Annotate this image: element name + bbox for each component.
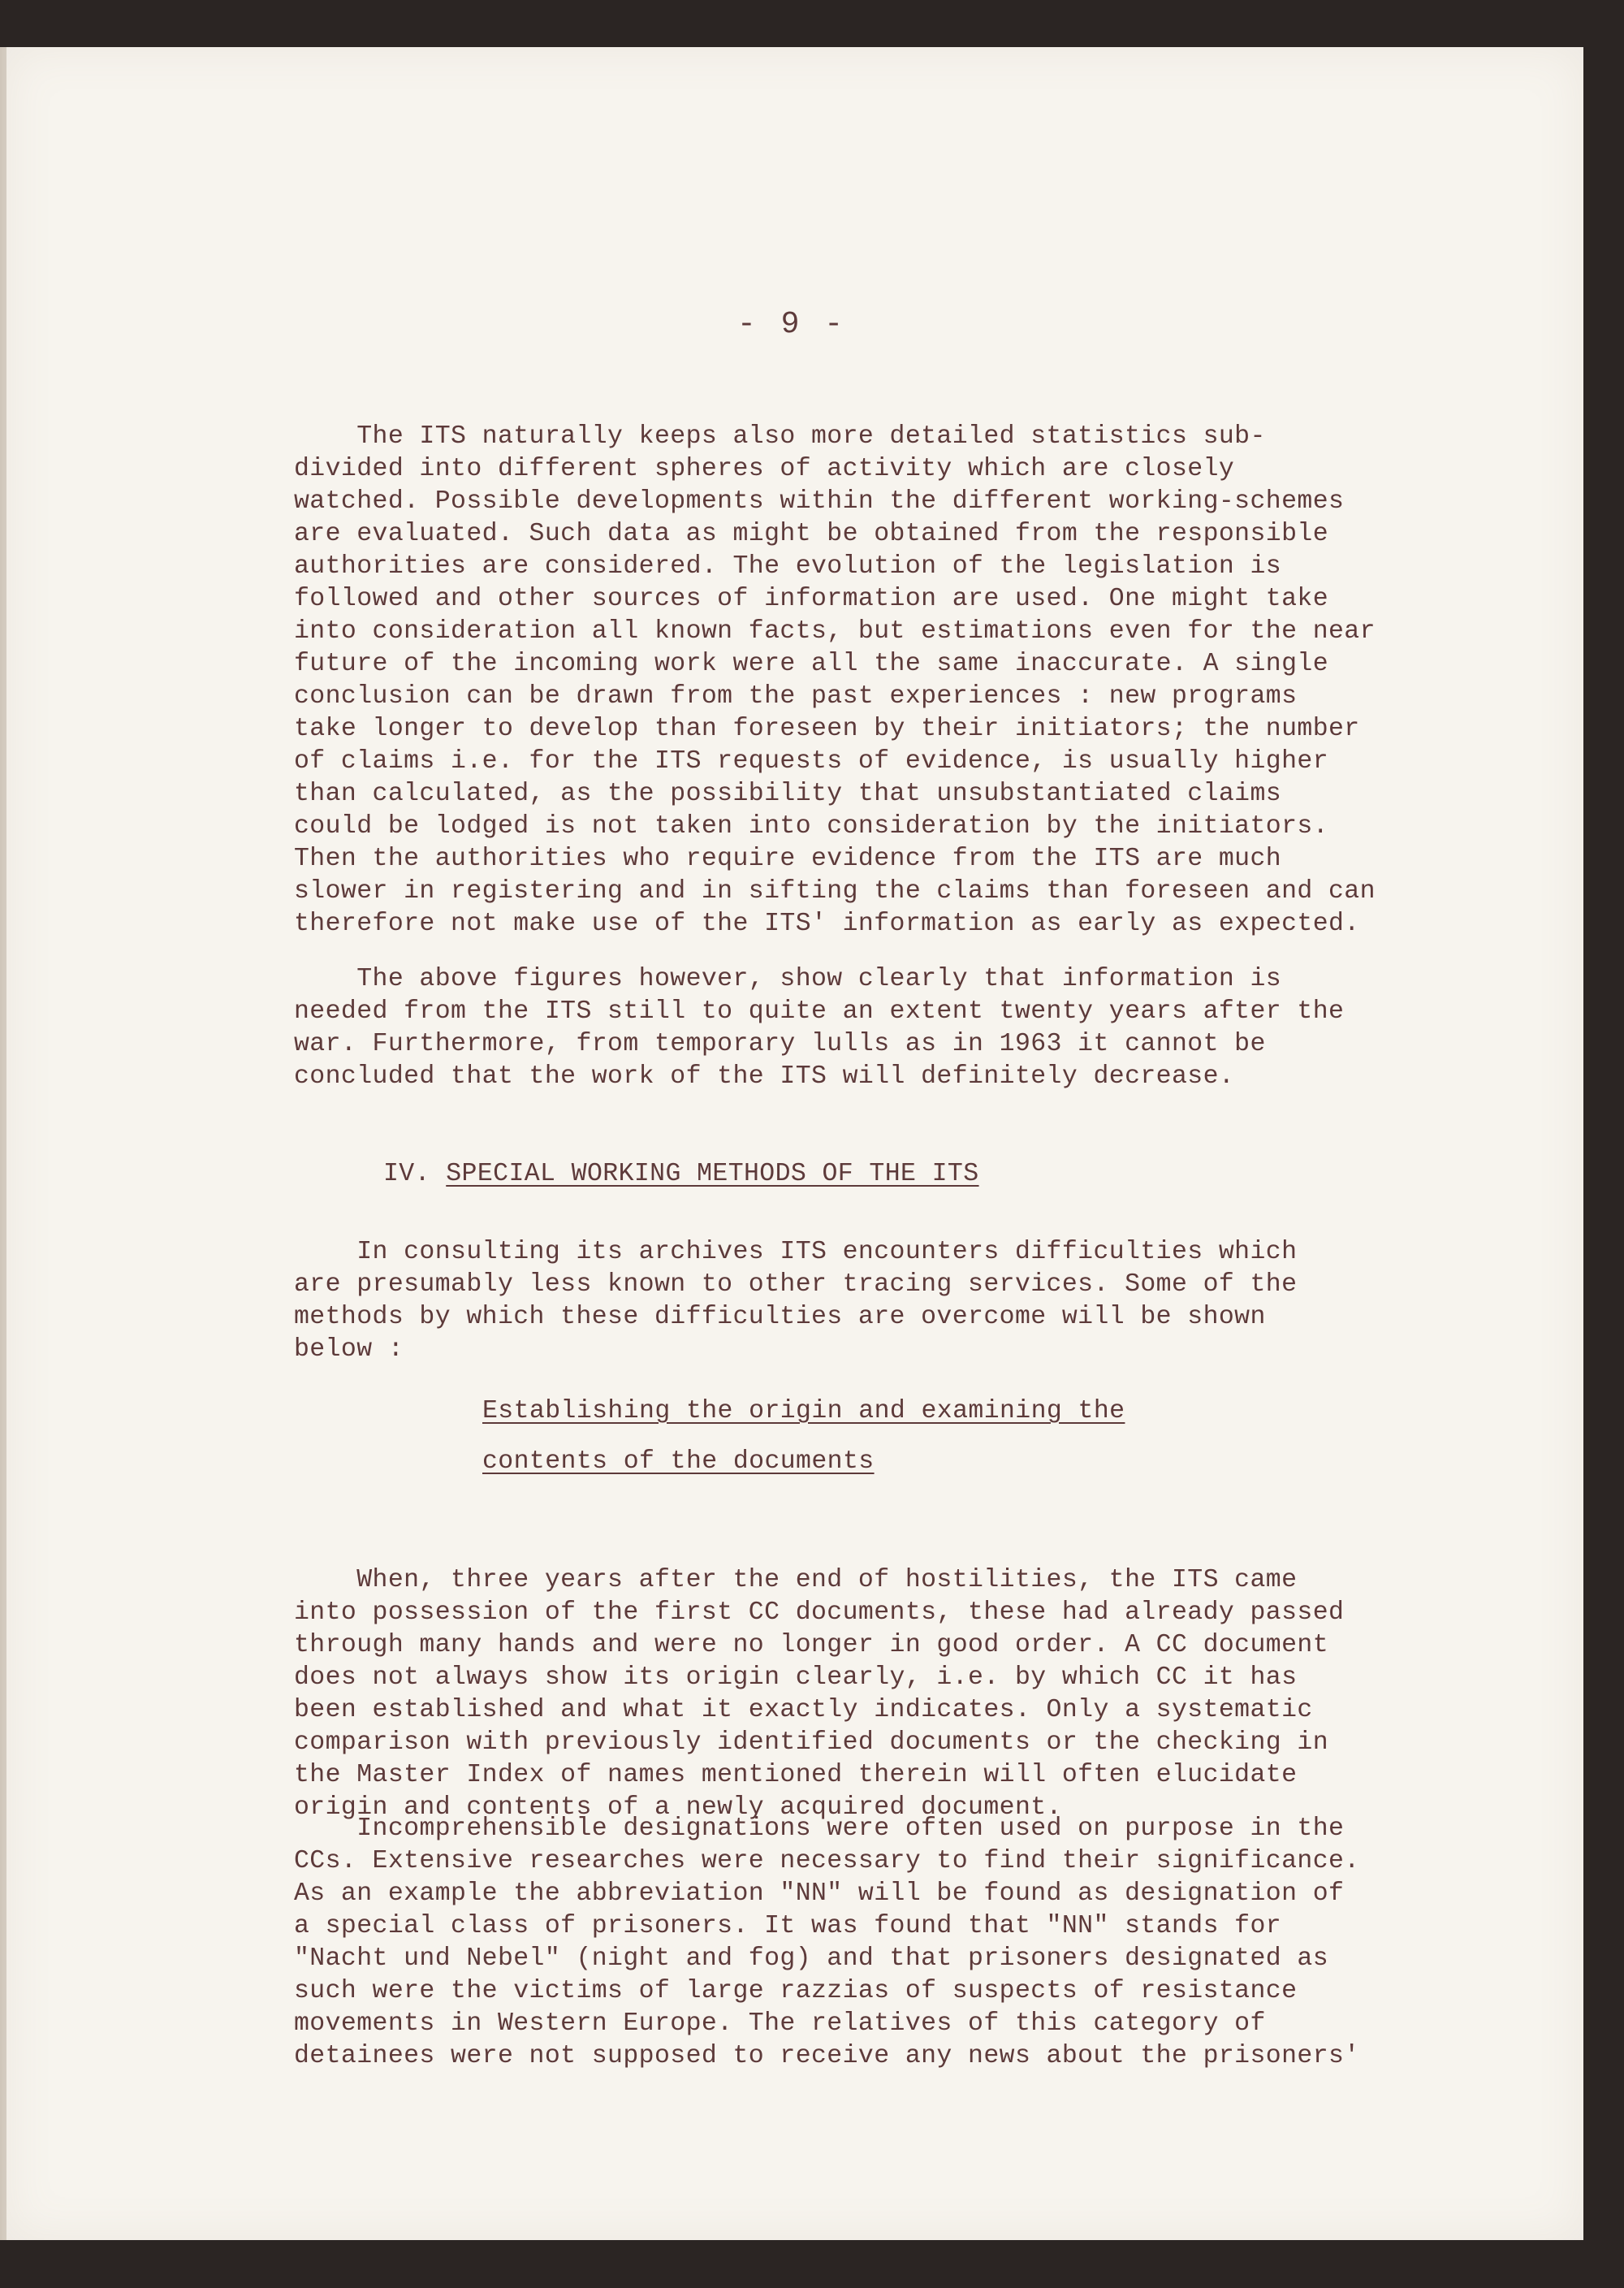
document-page	[6, 47, 1583, 2240]
section-heading	[383, 1160, 979, 1188]
paragraph-figures: The above figures however, show clearly that information is needed from the ITS still to quite an extent twenty years after the war. Furthermore, from temporary lulls as in 1963 it cannot be concluded that the work of the ITS will definitely decrease.	[294, 965, 1345, 1091]
page-number: - 9 -	[737, 307, 847, 342]
bleed-through-texture	[299, 348, 1287, 413]
paragraph-designations: Incomprehensible designations were often used on purpose in the CCs. Extensive researches were necessary to find their significance. As an example the abbreviation "NN" will be found as designation of a special class of prisoners. It was found that "NN" stands for "Nacht und Nebel" (night and fog) and that prisoners designated as such were the victims of large razzias of suspects of resistance movements in Western Europe. The relatives of this category of detainees were not supposed to receive any news about the prisoners'	[294, 1814, 1360, 2070]
subheading-line-2: contents of the documents	[482, 1447, 875, 1476]
subheading-line-1: Establishing the origin and examining the	[482, 1397, 1125, 1425]
paragraph-cc-documents: When, three years after the end of hostilities, the ITS came into possession of the first CC documents, these had already passed through many hands and were no longer in good order. A CC document does not always show its origin clearly, i.e. by which CC it has been established and what it exactly indicates. Only a systematic comparison with previously identified documents or the checking in the Master Index of names mentioned therein will often elucidate origin and contents of a newly acquired document.	[294, 1566, 1345, 1822]
paragraph-statistics: The ITS naturally keeps also more detailed statistics sub- divided into different spheres of activity which are closely watched. Possible developments within the different working-schemes are evaluated. Such data as might be obtained from the responsible authorities are considered. The evolution of the legislation is followed and other sources of information are used. One might take into consideration all known facts, but estimations even for the near future of the incoming work were all the same inaccurate. A single conclusion can be drawn from the past experiences : new programs take longer to develop than foreseen by their initiators; the number of claims i.e. for the ITS requests of evidence, is usually higher than calculated, as the possibility that unsubstantiated claims could be lodged is not taken into consideration by the initiators. Then the authorities who require evidence from the ITS are much slower in registering and in sifting the claims than foreseen and can therefore not make use of the ITS' information as early as expected.	[294, 422, 1376, 938]
paragraph-archives: In consulting its archives ITS encounters difficulties which are presumably less known to other tracing services. Some of the methods by which these difficulties are overcome will be shown below :	[294, 1238, 1298, 1364]
section-number: IV.	[383, 1160, 430, 1188]
section-title: SPECIAL WORKING METHODS OF THE ITS	[446, 1160, 979, 1188]
